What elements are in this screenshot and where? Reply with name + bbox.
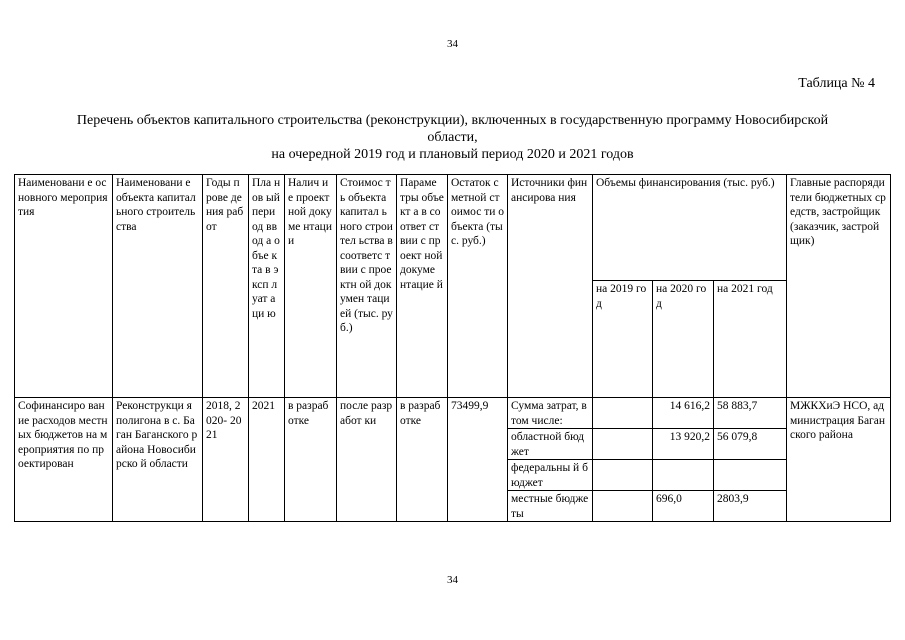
title-line: на очередной 2019 год и плановый период 2020 и 2021 годов: [271, 147, 634, 162]
cell-source-y2021: 56 079,8: [714, 429, 787, 460]
header-managers-cont: [787, 281, 891, 398]
cell-source-y2019: [593, 398, 653, 429]
cell-source-y2019: [593, 460, 653, 491]
cell-measure-name: Софинансиро вание расходов местных бюджетов на мероприятия по проектирован: [15, 398, 113, 522]
cell-source-name: федеральны й бюджет: [508, 460, 593, 491]
page-number-top: 34: [447, 38, 458, 50]
document-title: [35, 112, 870, 163]
cell-cost: после разработ ки: [337, 398, 397, 522]
cell-parameters: в разраб отке: [397, 398, 448, 522]
cell-source-y2021: [714, 460, 787, 491]
cell-planned-period: 2021: [249, 398, 285, 522]
header-parameters: Параме тры объект а в соответ ствии с проект ной докуме нтацие й: [397, 175, 448, 398]
cell-source-y2020: 696,0: [653, 491, 714, 522]
header-years: Годы прове дения работ: [203, 175, 249, 398]
header-planned-period: Пла нов ый пери од ввод а объе кта в эксп луат аци ю: [249, 175, 285, 398]
cell-source-name: областной бюджет: [508, 429, 593, 460]
header-managers: Главные распорядители бюджетных средств, застройщик (заказчик, застройщик): [787, 175, 891, 281]
cell-source-y2019: [593, 491, 653, 522]
header-remaining: Остаток сметной стоимос ти объекта (тыс. руб.): [448, 175, 508, 398]
cell-source-name: местные бюджеты: [508, 491, 593, 522]
objects-table: [14, 174, 891, 522]
cell-design-docs: в разраб отке: [285, 398, 337, 522]
header-year-2020: на 2020 год: [653, 281, 714, 398]
cell-source-y2021: 58 883,7: [714, 398, 787, 429]
cell-source-name: Сумма затрат, в том числе:: [508, 398, 593, 429]
header-measure-name: Наименовани е основного мероприятия: [15, 175, 113, 398]
header-cost: Стоимос ть объекта капитал ьного строител ьства в соответс твии с проектн ой докумен тацией (тыс. руб.): [337, 175, 397, 398]
cell-source-y2021: 2803,9: [714, 491, 787, 522]
header-year-2021: на 2021 год: [714, 281, 787, 398]
header-sources: Источники финансирова ния: [508, 175, 593, 398]
header-year-2019: на 2019 год: [593, 281, 653, 398]
title-line: области,: [427, 130, 478, 145]
cell-years: 2018, 2020- 2021: [203, 398, 249, 522]
cell-source-y2020: 13 920,2: [653, 429, 714, 460]
cell-source-y2020: [653, 460, 714, 491]
cell-source-y2019: [593, 429, 653, 460]
header-object-name: Наименовани е объекта капитального строительства: [113, 175, 203, 398]
header-design-docs: Налич ие проект ной докуме нтации: [285, 175, 337, 398]
cell-object-name: Реконструкци я полигона в с. Баган Баганского района Новосибирско й области: [113, 398, 203, 522]
title-line: Перечень объектов капитального строительства (реконструкции), включенных в государственную программу Новосибирской: [76, 113, 829, 128]
cell-remaining: 73499,9: [448, 398, 508, 522]
header-volumes: Объемы финансирования (тыс. руб.): [593, 175, 787, 281]
cell-source-y2020: 14 616,2: [653, 398, 714, 429]
cell-managers: МЖКХиЭ НСО, администрация Баганского района: [787, 398, 891, 522]
table-label: Таблица № 4: [798, 76, 875, 91]
page-number-bottom: 34: [447, 574, 458, 586]
